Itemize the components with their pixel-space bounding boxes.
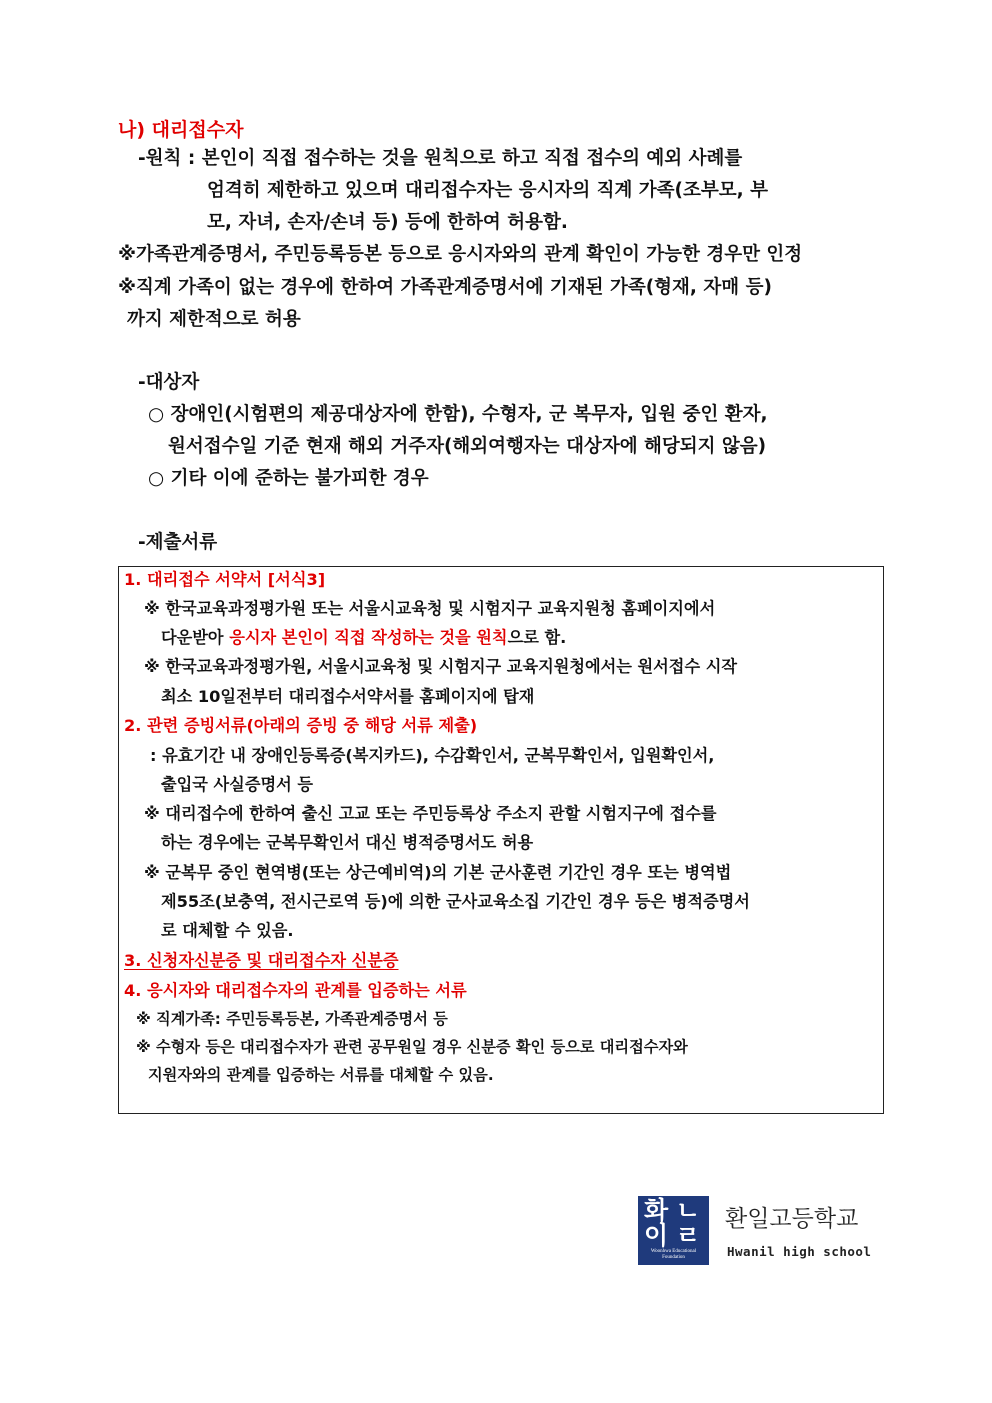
note-family-certificate: ※가족관계증명서, 주민등록등본 등으로 응시자와의 관계 확인이 가능한 경우만 인정	[118, 244, 803, 265]
item1-note1-post: 으로 함.	[507, 628, 567, 647]
item1-note2-line1: ※ 한국교육과정평가원, 서울시교육청 및 시험지구 교육지원청에서는 원서접수 시작	[144, 657, 737, 676]
item2-note1-line1: ※ 대리접수에 한하여 출신 고교 또는 주민등록상 주소지 관할 시험지구에 접수를	[144, 804, 717, 823]
school-logo	[638, 1196, 709, 1265]
school-name-ko: 환일고등학교	[725, 1206, 859, 1232]
target-item-2: ○ 기타 이에 준하는 불가피한 경우	[148, 468, 429, 489]
item4-note2-line1: ※ 수형자 등은 대리접수자가 관련 공무원일 경우 신분증 확인 등으로 대리접수자와	[136, 1038, 688, 1056]
item4-note1: ※ 직계가족: 주민등록등본, 가족관계증명서 등	[136, 1010, 448, 1028]
principle-line-1: -원칙 : 본인이 직접 접수하는 것을 원칙으로 하고 직접 접수의 예외 사례를	[138, 148, 743, 169]
section-heading: 나) 대리접수자	[118, 119, 244, 141]
target-item-1: ○ 장애인(시험편의 제공대상자에 한함), 수형자, 군 복무자, 입원 중인 환자,	[148, 404, 768, 425]
logo-glyph-4: ㄹ	[676, 1221, 701, 1250]
item2-title: 2. 관련 증빙서류(아래의 증빙 중 해당 서류 제출)	[124, 716, 478, 735]
logo-glyph-1: 화	[644, 1196, 669, 1225]
documents-label: -제출서류	[138, 532, 218, 553]
item2-note2-line3: 로 대체할 수 있음.	[161, 921, 294, 940]
logo-glyph-3: 이	[644, 1221, 669, 1250]
item1-note1-pre: 다운받아	[161, 628, 230, 647]
item1-note1-line2	[161, 630, 566, 646]
item2-note2-line2: 제55조(보충역, 전시근로역 등)에 의한 군사교육소집 기간인 경우 등은 병적증명서	[161, 892, 750, 911]
principle-line-2: 엄격히 제한하고 있으며 대리접수자는 응시자의 직계 가족(조부모, 부	[207, 180, 768, 201]
item2-line2: 출입국 사실증명서 등	[161, 775, 314, 794]
logo-foundation: Woonhwa Educational Foundation	[650, 1249, 697, 1260]
item3-title: 3. 신청자신분증 및 대리접수자 신분증	[124, 951, 399, 970]
item2-note1-line2: 하는 경우에는 군복무확인서 대신 병적증명서도 허용	[161, 833, 534, 852]
item2-line1: : 유효기간 내 장애인등록증(복지카드), 수감확인서, 군복무확인서, 입원확인서,	[150, 746, 715, 765]
item2-note2-line1: ※ 군복무 중인 현역병(또는 상근예비역)의 기본 군사훈련 기간인 경우 또는 병역법	[144, 863, 732, 882]
item1-note1-line1: ※ 한국교육과정평가원 또는 서울시교육청 및 시험지구 교육지원청 홈페이지에서	[144, 599, 716, 618]
targets-label: -대상자	[138, 372, 200, 393]
item1-note2-line2: 최소 10일전부터 대리접수서약서를 홈페이지에 탑재	[161, 687, 535, 706]
item1-title: 1. 대리접수 서약서 [서식3]	[124, 570, 326, 589]
note-no-direct-family-cont: 까지 제한적으로 허용	[127, 309, 301, 330]
item4-title: 4. 응시자와 대리접수자의 관계를 입증하는 서류	[124, 981, 467, 1000]
note-no-direct-family: ※직계 가족이 없는 경우에 한하여 가족관계증명서에 기재된 가족(형재, 자매 등)	[118, 277, 772, 298]
item4-note2-line2: 지원자와의 관계를 입증하는 서류를 대체할 수 있음.	[148, 1066, 494, 1084]
logo-glyph-2: ㄴ	[676, 1196, 701, 1225]
item1-note1-emphasis: 응시자 본인이 직접 작성하는 것을 원칙	[229, 628, 508, 647]
principle-line-3: 모, 자녀, 손자/손녀 등) 등에 한하여 허용함.	[207, 212, 568, 233]
school-name-en: Hwanil high school	[727, 1244, 872, 1259]
target-item-1-cont: 원서접수일 기준 현재 해외 거주자(해외여행자는 대상자에 해당되지 않음)	[168, 436, 767, 457]
